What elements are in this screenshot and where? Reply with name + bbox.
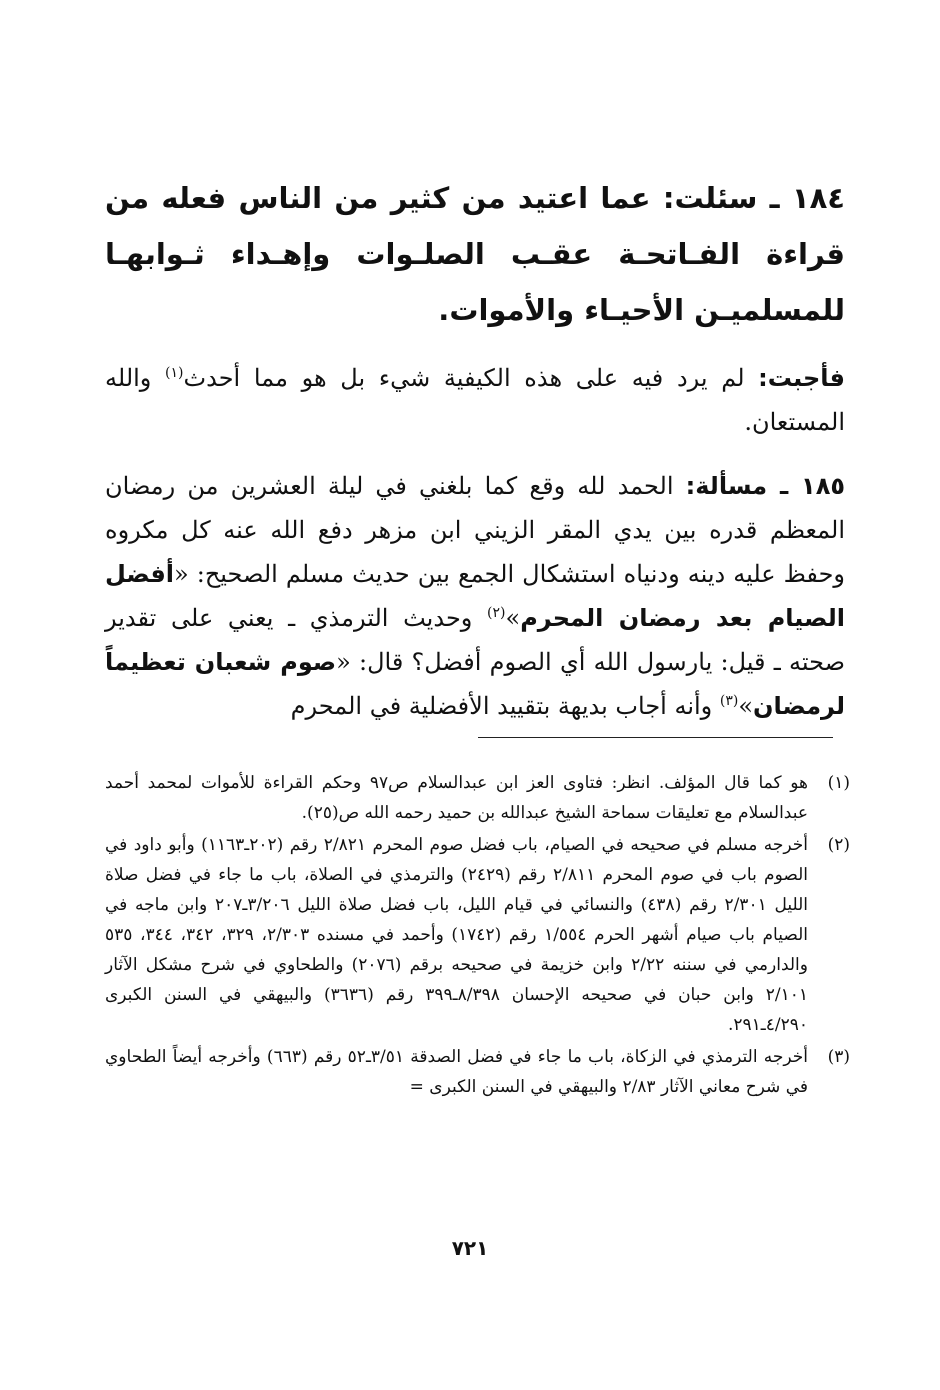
answer-184-text: لم يرد فيه على هذه الكيفية شيء بل هو مما أحدث <box>183 364 759 392</box>
hadith-2-close: » <box>738 692 754 720</box>
question-185-text-2: وحديث الترمذي ـ يعني على تقدير صحته ـ قيل: يارسول الله أي الصوم أفضل؟ قال: « <box>105 604 845 676</box>
question-185 <box>105 464 845 728</box>
footnote-number: (٣) <box>827 1047 850 1067</box>
footnote-ref-1[interactable]: (١) <box>165 365 184 381</box>
footnote-text: أخرجه مسلم في صحيحه في الصيام، باب فضل صوم المحرم ٢/٨٢١ رقم (٢٠٢ـ١١٦٣) وأبو داود في الصوم باب في صوم المحرم ٢/٨١١ رقم (٢٤٢٩) والترمذي في الصلاة، باب ما جاء في فضل صلاة الليل ٢/٣٠١ رقم (٤٣٨) والنسائي في قيام الليل، باب فضل صلاة الليل ٣/٢٠٦ـ٢٠٧ وابن ماجه في الصيام باب صيام أشهر الحرم ١/٥٥٤ رقم (١٧٤٢) وأحمد في مسنده ٢/٣٠٣، ٣٢٩، ٣٤٢، ٣٤٤، ٥٣٥ والدارمي في سننه ٢/٢٢ وابن خزيمة في صحيحه برقم (٢٠٧٦) والطحاوي في شرح مشكل الآثار ٢/١٠١ وابن حبان في صحيحه الإحسان ٨/٣٩٨ـ٣٩٩ رقم (٣٦٣٦) والبيهقي في السنن الكبرى ٤/٢٩٠ـ٢٩١. <box>105 835 809 1035</box>
footnote-ref-3[interactable]: (٣) <box>719 693 739 709</box>
question-185-text-1: الحمد لله وقع كما بلغني في ليلة العشرين من رمضان المعظم قدره بين يدي المقر الزيني ابن مزهر دفع الله عنه كل مكروه وحفظ عليه دينه ودنياه استشكال الجمع بين حديث مسلم الصحيح: « <box>105 472 845 588</box>
answer-184-lead: فأجبت: <box>758 364 845 392</box>
main-text <box>105 170 845 728</box>
question-185-text-3: وأنه أجاب بديهة بتقييد الأفضلية في المحرم <box>290 692 720 720</box>
footnote-2 <box>105 830 850 1040</box>
footnote-number: (٢) <box>827 835 850 855</box>
footnote-ref-2[interactable]: (٢) <box>487 605 506 621</box>
footnote-text: هو كما قال المؤلف. انظر: فتاوى العز ابن عبدالسلام ص٩٧ وحكم القراءة للأموات لمحمد أحمد عبدالسلام مع تعليقات سماحة الشيخ عبدالله بن حميد رحمه الله ص(٢٥). <box>105 773 808 823</box>
hadith-1-close: » <box>505 604 521 632</box>
hadith-2: صوم شعبان تعظيماً لرمضان <box>105 648 845 720</box>
question-184 <box>105 170 845 338</box>
footnote-text: أخرجه الترمذي في الزكاة، باب ما جاء في فضل الصدقة ٣/٥١ـ٥٢ رقم (٦٦٣) وأخرجه أيضاً الطحاوي في شرح معاني الآثار ٢/٨٣ والبيهقي في السنن الكبرى = <box>105 1047 809 1097</box>
question-184-text: ١٨٤ ـ سئلت: عما اعتيد من كثير من الناس فعله من قراءة الفـاتحـة عقـب الصلـوات وإهـداء ثـوابهـا للمسلميـن الأحيـاء والأموات. <box>105 181 845 327</box>
answer-184 <box>105 356 845 444</box>
question-185-lead: ١٨٥ ـ مسألة: <box>685 472 845 500</box>
footnote-1 <box>105 768 850 828</box>
footnote-divider <box>478 737 833 738</box>
answer-184-tail: والله المستعان. <box>105 364 845 436</box>
page-number: ٧٢١ <box>451 1236 489 1260</box>
footnote-number: (١) <box>827 773 850 793</box>
footnote-3 <box>105 1042 850 1102</box>
hadith-1: أفضل الصيام بعد رمضان المحرم <box>105 560 845 632</box>
footnotes <box>105 768 850 1104</box>
